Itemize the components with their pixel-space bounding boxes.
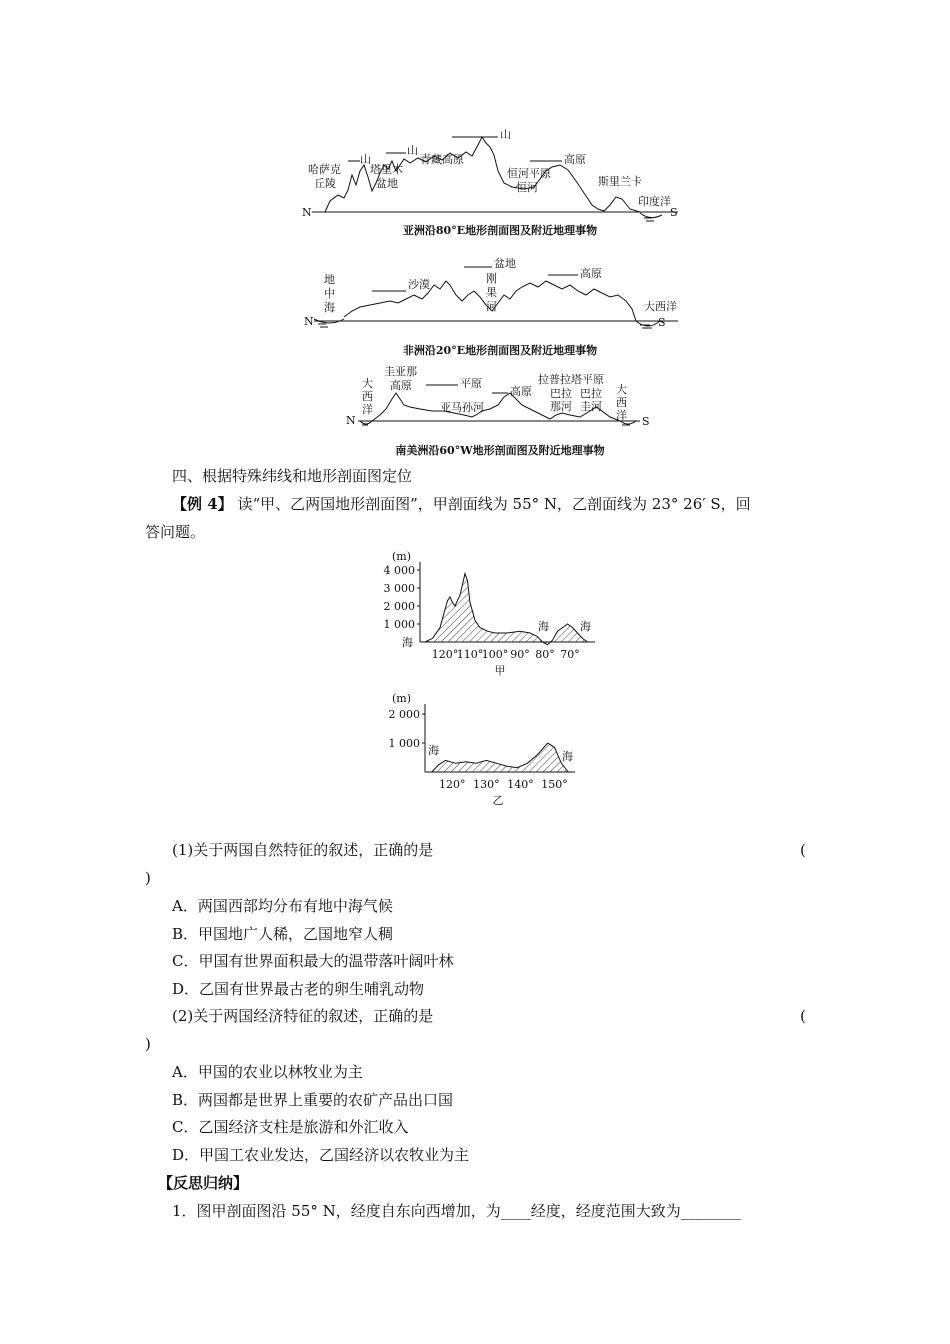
label-paraguay-1: 巴拉 xyxy=(580,387,602,400)
label-congo-1: 刚 xyxy=(486,272,497,285)
x-tick-label: 70° xyxy=(560,648,580,661)
label-congo-2: 果 xyxy=(486,286,497,299)
profile-samerica-figure xyxy=(340,365,660,460)
label-s: S xyxy=(642,415,650,428)
x-tick-label: 130° xyxy=(473,778,500,791)
x-tick-label: 120° xyxy=(431,648,459,661)
example-line-1 xyxy=(172,494,751,514)
y-tick-label: 3 000 xyxy=(383,582,415,595)
label-n: N xyxy=(304,315,314,328)
chart-jia xyxy=(370,550,610,680)
x-tick-label: 120° xyxy=(439,778,466,791)
q1-paren-open: ( xyxy=(800,841,806,859)
q2-option-a: A．甲国的农业以林牧业为主 xyxy=(172,1063,363,1081)
label-congo-3: 河 xyxy=(486,300,497,313)
label-henghe-plain: 恒河平原 xyxy=(507,167,551,180)
caption-africa: 非洲沿20°E地形剖面图及附近地理事物 xyxy=(402,344,598,357)
q2-option-c: C．乙国经济支柱是旅游和外汇收入 xyxy=(172,1118,409,1136)
jia-sea-mid: 海 xyxy=(538,620,549,633)
label-henghe: 恒河 xyxy=(516,181,538,194)
label-s: S xyxy=(658,316,666,329)
label-atl-l-1: 大 xyxy=(362,377,373,390)
x-tick-label: 140° xyxy=(507,778,534,791)
caption-samerica: 南美洲沿60°W地形剖面图及附近地理事物 xyxy=(395,444,605,457)
example-line-1-text: 读“甲、乙两国地形剖面图”，甲剖面线为 55° N，乙剖面线为 23° 26′ S，回 xyxy=(232,495,751,513)
y-tick-label: 2 000 xyxy=(388,708,420,721)
yi-terrain-area xyxy=(432,743,568,772)
reflect-heading: 【反思归纳】 xyxy=(158,1174,249,1192)
label-plateau: 高原 xyxy=(510,385,532,398)
yi-sea-left: 海 xyxy=(428,744,439,757)
label-shan-b: 山 xyxy=(407,144,418,157)
yi-ylabel: (m) xyxy=(392,692,412,705)
label-hasake-2: 丘陵 xyxy=(314,177,336,190)
q1-option-c: C．甲国有世界面积最大的温带落叶阔叶林 xyxy=(172,952,454,970)
label-tarim-2: 盆地 xyxy=(376,177,398,190)
y-tick-label: 1 000 xyxy=(388,737,420,750)
chart-yi xyxy=(370,690,610,810)
label-plateau: 高原 xyxy=(580,267,602,280)
label-hasake-1: 哈萨克 xyxy=(308,163,341,176)
label-parana-2: 那河 xyxy=(550,400,572,413)
label-n: N xyxy=(346,414,356,427)
label-plain: 平原 xyxy=(460,377,482,390)
jia-terrain-area xyxy=(425,574,588,645)
label-gaoyuan: 高原 xyxy=(564,153,586,166)
label-laplata: 拉普拉塔平原 xyxy=(538,373,604,386)
label-atl-l-2: 西 xyxy=(362,390,373,403)
label-s: S xyxy=(670,206,678,219)
label-med-2: 中 xyxy=(324,287,335,300)
profile-africa-figure xyxy=(300,255,700,360)
label-basin: 盆地 xyxy=(494,257,516,270)
label-n: N xyxy=(302,206,312,219)
jia-sea-left: 海 xyxy=(402,636,413,649)
x-tick-label: 150° xyxy=(541,778,568,791)
yi-title: 乙 xyxy=(492,794,504,807)
q2-option-b: B．两国都是世界上重要的农矿产品出口国 xyxy=(172,1091,454,1109)
q1-paren-close: ) xyxy=(145,869,151,887)
x-tick-label: 80° xyxy=(535,648,555,661)
y-tick-label: 1 000 xyxy=(383,618,415,631)
label-guiana-2: 高原 xyxy=(390,379,412,392)
q1-option-d: D．乙国有世界最古老的卵生哺乳动物 xyxy=(172,980,425,998)
jia-title: 甲 xyxy=(494,664,506,677)
y-tick-label: 4 000 xyxy=(383,564,415,577)
label-parana-1: 巴拉 xyxy=(550,387,572,400)
label-guiana-1: 圭亚那 xyxy=(384,365,417,378)
label-amazon: 亚马孙河 xyxy=(440,401,484,414)
q1-stem: (1)关于两国自然特征的叙述，正确的是 xyxy=(172,841,434,859)
label-indian-ocean: 印度洋 xyxy=(638,195,671,208)
x-tick-label: 90° xyxy=(510,648,530,661)
label-atl-r-2: 西 xyxy=(616,396,627,409)
profile-asia-figure xyxy=(300,125,700,240)
yi-sea-right: 海 xyxy=(562,750,573,763)
label-atlantic: 大西洋 xyxy=(644,300,677,313)
example-tag: 【例 4】 xyxy=(172,495,233,513)
label-shan-top: 山 xyxy=(500,128,511,141)
label-desert: 沙漠 xyxy=(408,278,430,291)
label-paraguay-2: 圭河 xyxy=(580,400,602,413)
label-tarim-1: 塔里木 xyxy=(370,163,403,176)
label-srilanka: 斯里兰卡 xyxy=(598,175,642,188)
label-atl-l-3: 洋 xyxy=(362,403,373,416)
jia-sea-right: 海 xyxy=(580,620,591,633)
label-med-1: 地 xyxy=(324,273,335,286)
caption-asia: 亚洲沿80°E地形剖面图及附近地理事物 xyxy=(402,224,598,237)
x-tick-label: 110° xyxy=(456,648,484,661)
label-qingzang: 青藏高原 xyxy=(420,153,464,166)
section-heading: 四、根据特殊纬线和地形剖面图定位 xyxy=(172,467,413,485)
label-shan-a: 山 xyxy=(360,153,371,166)
q2-paren-close: ) xyxy=(145,1035,151,1053)
q1-option-b: B．甲国地广人稀，乙国地窄人稠 xyxy=(172,925,394,943)
label-atl-r-3: 洋 xyxy=(616,409,627,422)
x-tick-label: 100° xyxy=(481,648,509,661)
q2-paren-open: ( xyxy=(800,1007,806,1025)
q1-option-a: A．两国西部均分布有地中海气候 xyxy=(172,897,393,915)
q2-option-d: D．甲国工农业发达，乙国经济以农牧业为主 xyxy=(172,1146,470,1164)
reflect-item-1: 1．图甲剖面图沿 55° N，经度自东向西增加，为____经度，经度范围大致为________ xyxy=(172,1202,741,1220)
label-atl-r-1: 大 xyxy=(616,383,627,396)
q2-stem: (2)关于两国经济特征的叙述，正确的是 xyxy=(172,1007,434,1025)
label-med-3: 海 xyxy=(324,301,335,314)
example-line-2: 答问题。 xyxy=(145,523,206,541)
jia-ylabel: (m) xyxy=(392,550,412,563)
y-tick-label: 2 000 xyxy=(383,600,415,613)
